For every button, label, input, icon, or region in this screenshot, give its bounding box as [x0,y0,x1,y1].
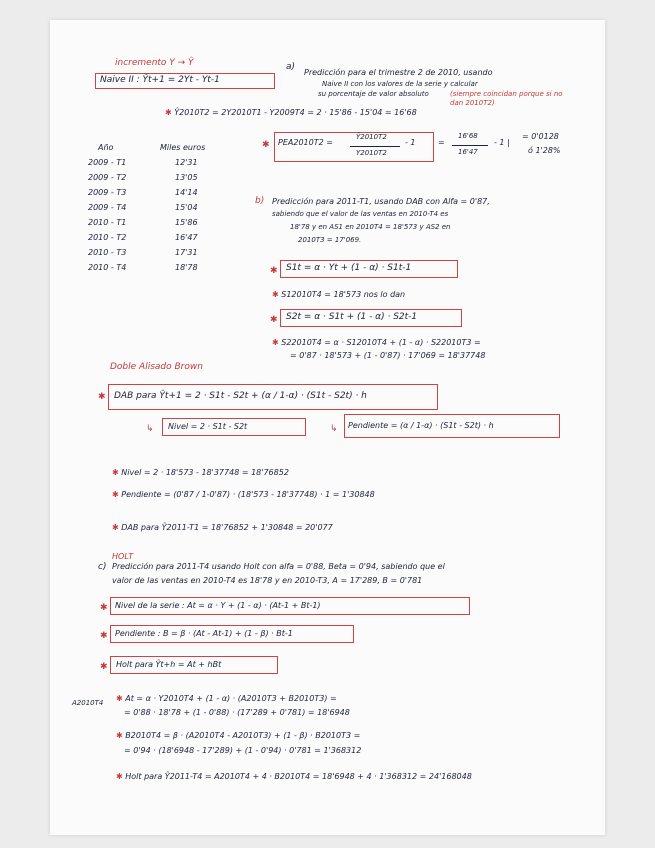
star-icon: ✱ [98,392,106,402]
star-icon: ✱ [270,266,278,276]
pea-minus-one: - 1 [405,138,416,147]
holt-final: ✱ Holt para Ŷ2011-T4 = A2010T4 + 4 · B2010T4 = 18'6948 + 4 · 1'368312 = 24'168048 [116,772,472,781]
pea-result-1: = 0'0128 [522,132,559,141]
table-row: 2009 - T1 [88,158,127,167]
table-cell: 15'04 [175,203,198,212]
part-a-text-1: Predicción para el trimestre 2 de 2010, usando [304,68,493,77]
dab-result: ✱ DAB para Ŷ2011-T1 = 18'76852 + 1'30848 = 20'077 [112,523,333,532]
pea-den-value: 16'47 [458,148,478,156]
star-icon: ✱ [100,662,108,672]
table-row: 2010 - T1 [88,218,127,227]
col-year: Año [98,143,114,152]
pea-denominator: Y2010T2 [356,149,387,157]
naive-computation: ✱ Ŷ2010T2 = 2Y2010T1 - Y2009T4 = 2 · 15'86 - 15'04 = 16'68 [165,108,417,117]
nivel-formula: Nivel = 2 · S1t - S2t [168,422,248,431]
nivel-calc: ✱ Nivel = 2 · 18'573 - 18'37748 = 18'76852 [112,468,289,477]
part-c-label: c) [98,562,107,572]
dab-formula: DAB para Ŷt+1 = 2 · S1t - S2t + (α / 1-α) · (S1t - S2t) · h [114,391,367,401]
star-icon: ✱ [270,315,278,325]
part-a-note: (siempre coincidan porque si no dan 2010T2) [450,90,563,107]
part-b-line4: 2010T3 = 17'069. [298,236,362,244]
part-a-text-2: Naive II con los valores de la serie y calcular [322,80,478,88]
part-b-line2: sabiendo que el valor de las ventas en 2010-T4 es [272,210,449,218]
star-icon: ✱ [262,140,270,150]
part-a-text-3: su porcentaje de valor absoluto [318,90,429,98]
handwritten-page [50,20,605,835]
holt-pendiente-formula: Pendiente : B = β · (At - At-1) + (1 - β) · Bt-1 [115,629,293,638]
fraction-bar [452,145,488,146]
table-row: 2009 - T3 [88,188,127,197]
pea-minus-one-2: - 1 | [494,138,510,147]
table-cell: 18'78 [175,263,198,272]
part-b-label: b) [255,196,265,206]
table-cell: 14'14 [175,188,198,197]
part-c-line1: Predicción para 2011-T4 usando Holt con alfa = 0'88, Beta = 0'94, sabiendo que el [112,562,445,571]
naive-formula: Naive II : Ŷt+1 = 2Yt - Yt-1 [100,75,220,85]
pea-result-2: ó 1'28% [528,146,561,155]
table-cell: 13'05 [175,173,198,182]
pea-num-value: 16'68 [458,132,478,140]
pea-numerator: Ŷ2010T2 [356,133,387,141]
equals-sign: = [438,138,445,147]
b-calc-2: = 0'94 · (18'6948 - 17'289) + (1 - 0'94) · 0'781 = 1'368312 [124,746,362,755]
table-row: 2009 - T2 [88,173,127,182]
part-a-label: a) [286,62,296,72]
a2010t4-side-label: A2010T4 [72,699,104,707]
section-title: incremento Y → Ŷ [115,58,194,68]
star-icon: ✱ [100,603,108,613]
b-calc-1: ✱ B2010T4 = β · (A2010T4 - A2010T3) + (1 - β) · B2010T3 = [116,731,361,740]
table-cell: 16'47 [175,233,198,242]
pendiente-formula: Pendiente = (α / 1-α) · (S1t - S2t) · h [348,421,494,430]
part-c-line2: valor de las ventas en 2010-T4 es 18'78 y en 2010-T3, A = 17'289, B = 0'781 [112,576,423,585]
holt-title: HOLT [112,552,134,561]
s1-formula: S1t = α · Yt + (1 - α) · S1t-1 [286,263,412,273]
brown-title: Doble Alisado Brown [110,362,203,372]
pendiente-calc: ✱ Pendiente = (0'87 / 1-0'87) · (18'573 - 18'37748) · 1 = 1'30848 [112,490,375,499]
pea-box [274,132,434,162]
table-cell: 17'31 [175,248,198,257]
part-b-line1: Predicción para 2011-T1, usando DAB con Alfa = 0'87, [272,197,490,206]
table-row: 2009 - T4 [88,203,127,212]
s2-calc-2: = 0'87 · 18'573 + (1 - 0'87) · 17'069 = 18'37748 [290,351,486,360]
a-calc-2: = 0'88 · 18'78 + (1 - 0'88) · (17'289 + 0'781) = 18'6948 [124,708,350,717]
table-row: 2010 - T2 [88,233,127,242]
fraction-bar [350,146,400,147]
table-cell: 15'86 [175,218,198,227]
star-icon: ✱ [100,631,108,641]
pea-label: PEA2010T2 = [278,138,333,147]
s2-formula: S2t = α · S1t + (1 - α) · S2t-1 [286,312,418,322]
arrow-icon: ↳ [146,424,154,434]
holt-nivel-formula: Nivel de la serie : At = α · Y + (1 - α) · (At-1 + Bt-1) [115,601,321,610]
table-cell: 12'31 [175,158,198,167]
s2-calc-1: ✱ S22010T4 = α · S12010T4 + (1 - α) · S22010T3 = [272,338,481,347]
table-row: 2010 - T3 [88,248,127,257]
s1-given: ✱ S12010T4 = 18'573 nos lo dan [272,290,406,299]
col-sales: Miles euros [160,143,206,152]
a-calc-1: ✱ At = α · Y2010T4 + (1 - α) · (A2010T3 + B2010T3) = [116,694,337,703]
holt-formula: Holt para Ŷt+h = At + hBt [116,660,222,669]
arrow-icon: ↳ [330,424,338,434]
table-row: 2010 - T4 [88,263,127,272]
part-b-line3: 18'78 y en AS1 en 2010T4 = 18'573 y AS2 en [290,223,451,231]
